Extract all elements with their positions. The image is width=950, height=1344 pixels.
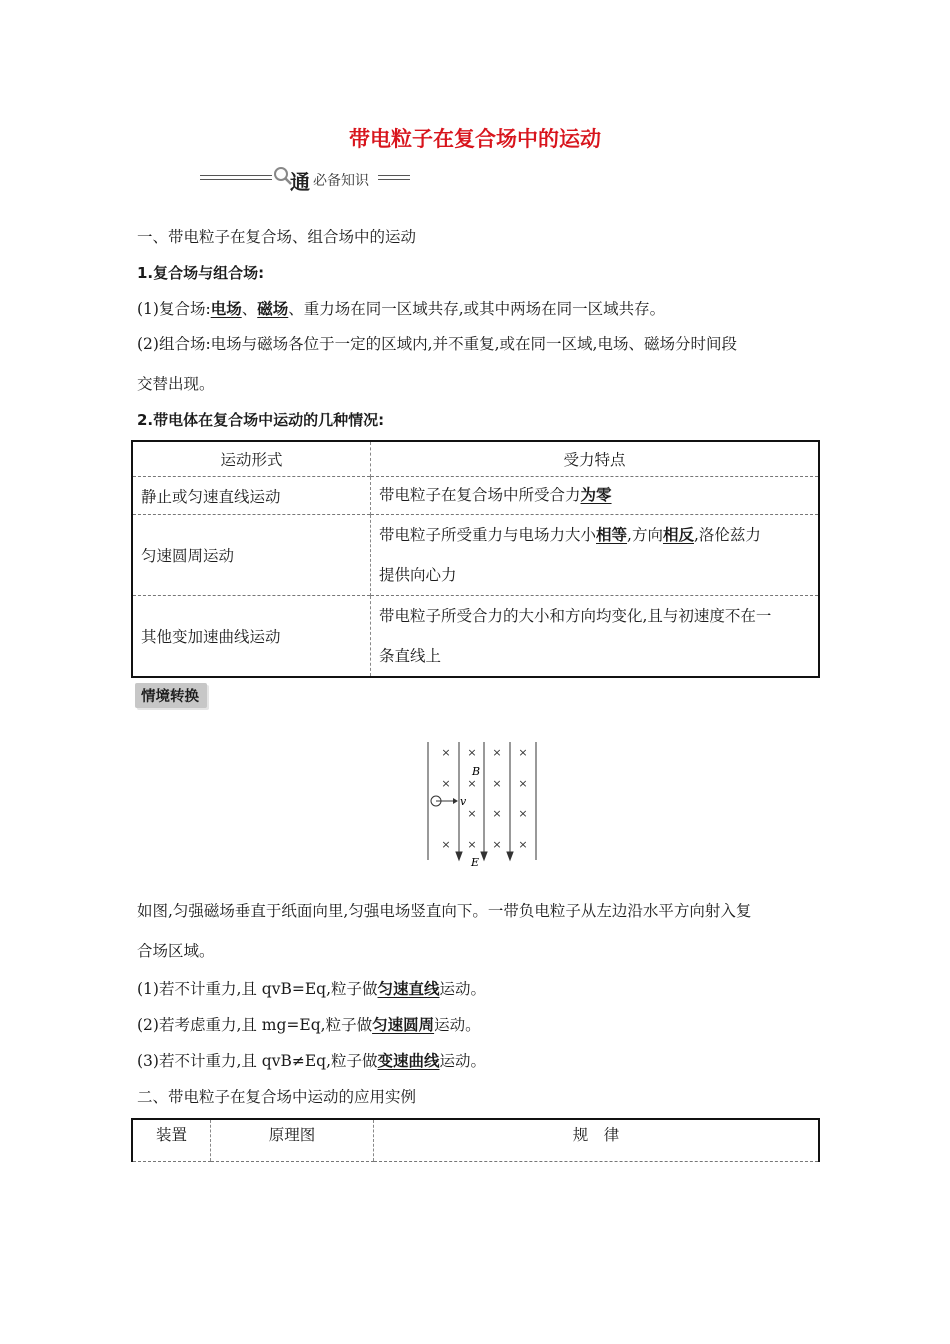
question-3: [137, 1049, 486, 1071]
field-cross-mark: ×: [492, 807, 502, 820]
field-cross-mark: ×: [467, 777, 477, 790]
answer-uniform-linear: 匀速直线: [377, 980, 440, 998]
field-cross-mark: ×: [467, 746, 477, 759]
table-header-row: [132, 441, 819, 477]
item-1: [137, 297, 665, 319]
row-feature-text: ,洛伦兹力: [693, 526, 761, 544]
section-banner: [200, 164, 415, 192]
applications-table: [131, 1118, 820, 1162]
v-label: v: [460, 795, 467, 808]
item-1-prefix: (1)复合场:: [137, 300, 211, 318]
row-form: 匀速圆周运动: [132, 515, 371, 596]
header-motion-form: 运动形式: [132, 441, 371, 477]
row-feature: [371, 515, 820, 596]
item-1-rest: 、重力场在同一区域共存,或其中两场在同一区域共存。: [288, 300, 666, 318]
row-feature: [371, 596, 820, 678]
answer-electric-field: 电场: [210, 300, 242, 318]
answer-variable-curve: 变速曲线: [377, 1052, 440, 1070]
question-1-text: (1)若不计重力,且 qvB=Eq,粒子做: [137, 980, 378, 998]
header-law: 规 律: [374, 1119, 820, 1162]
question-1: [137, 977, 486, 999]
banner-rule-right: [378, 175, 410, 180]
row-feature-text: 条直线上: [379, 647, 442, 665]
answer-magnetic-field: 磁场: [257, 300, 289, 318]
item-1-sep: 、: [241, 300, 258, 318]
field-cross-mark: ×: [467, 838, 477, 851]
header-diagram: 原理图: [211, 1119, 374, 1162]
field-cross-mark: ×: [467, 807, 477, 820]
b-label: B: [472, 765, 481, 778]
field-cross-mark: ×: [441, 777, 451, 790]
e-field-arrow: [507, 852, 513, 860]
field-cross-mark: ×: [492, 838, 502, 851]
field-diagram: [420, 740, 545, 870]
question-1-end: 运动。: [439, 980, 487, 998]
field-cross-mark: ×: [518, 746, 528, 759]
header-device: 装置: [132, 1119, 211, 1162]
table-row: [132, 596, 819, 678]
question-2: [137, 1013, 481, 1035]
header-force-feature: 受力特点: [563, 451, 626, 469]
answer-opposite: 相反: [662, 526, 694, 544]
row-feature: [371, 477, 820, 515]
row-feature-text: ,方向: [627, 526, 663, 544]
table-row: [132, 477, 819, 515]
question-3-text: (3)若不计重力,且 qvB≠Eq,粒子做: [137, 1052, 378, 1070]
field-cross-mark: ×: [518, 838, 528, 851]
scenario-tag: 情境转换: [135, 683, 207, 708]
item-2-line2: 交替出现。: [137, 375, 215, 393]
page-title: 带电粒子在复合场中的运动: [349, 127, 601, 151]
answer-equal: 相等: [596, 526, 628, 544]
field-cross-mark: ×: [492, 746, 502, 759]
field-cross-mark: ×: [518, 807, 528, 820]
motion-table: [131, 440, 820, 678]
e-field-arrow: [481, 852, 487, 860]
section1-heading: 一、带电粒子在复合场、组合场中的运动: [137, 228, 417, 246]
answer-zero: 为零: [580, 486, 612, 504]
row-form: 其他变加速曲线运动: [132, 596, 371, 678]
question-2-end: 运动。: [434, 1016, 481, 1034]
question-3-end: 运动。: [439, 1052, 487, 1070]
field-cross-mark: ×: [441, 746, 451, 759]
section2-heading: 二、带电粒子在复合场中运动的应用实例: [137, 1088, 417, 1106]
table-header-row: [132, 1119, 819, 1162]
field-cross-mark: ×: [441, 838, 451, 851]
velocity-arrowhead: [453, 798, 458, 804]
field-cross-mark: ×: [492, 777, 502, 790]
row-form: 静止或匀速直线运动: [132, 477, 371, 515]
row-feature-text: 提供向心力: [379, 566, 457, 584]
row-feature-text: 带电粒子所受合力的大小和方向均变化,且与初速度不在一: [379, 607, 772, 625]
e-label: E: [471, 856, 480, 869]
table-row: [132, 515, 819, 596]
scenario-para-line1: 如图,匀强磁场垂直于纸面向里,匀强电场竖直向下。一带负电粒子从左边沿水平方向射入复: [137, 902, 752, 920]
banner-rule-left: [200, 175, 272, 180]
question-2-text: (2)若考虑重力,且 mg=Eq,粒子做: [137, 1016, 373, 1034]
subheading-2: 2.带电体在复合场中运动的几种情况:: [137, 411, 385, 429]
row-feature-text: 带电粒子在复合场中所受合力: [379, 486, 581, 504]
banner-char: 通: [290, 170, 310, 194]
row-feature-text: 带电粒子所受重力与电场力大小: [379, 526, 597, 544]
banner-label: 必备知识: [313, 173, 369, 189]
field-cross-mark: ×: [518, 777, 528, 790]
subheading-1: 1.复合场与组合场:: [137, 264, 265, 282]
scenario-para-line2: 合场区域。: [137, 942, 215, 960]
answer-uniform-circular: 匀速圆周: [372, 1016, 435, 1034]
item-2-line1: (2)组合场:电场与磁场各位于一定的区域内,并不重复,或在同一区域,电场、磁场分时间段: [137, 335, 737, 353]
e-field-arrow: [456, 852, 462, 860]
